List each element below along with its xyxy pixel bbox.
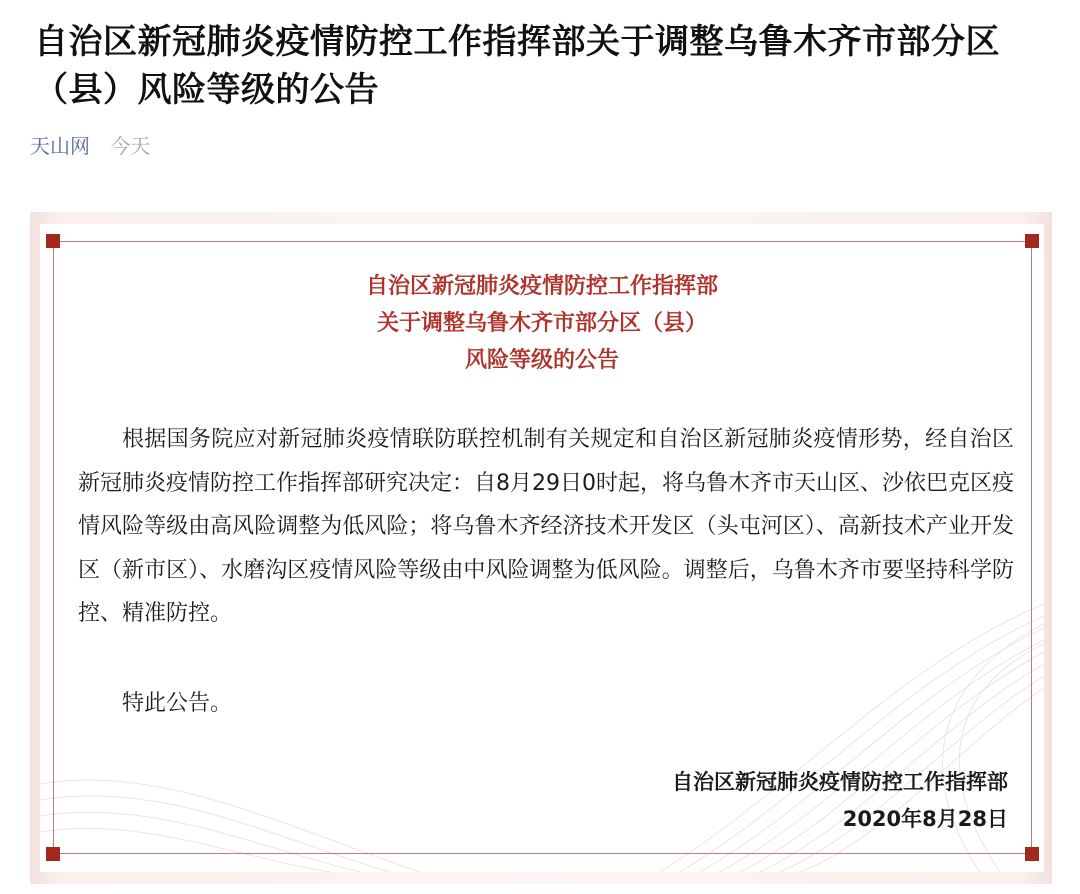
corner-ornament-top-right [1025,234,1039,248]
corner-ornament-top-left [46,234,60,248]
notice-body: 根据国务院应对新冠肺炎疫情联防联控机制有关规定和自治区新冠肺炎疫情形势，经自治区新冠肺炎疫情防控工作指挥部研究决定：自8月29日0时起，将乌鲁木齐市天山区、沙依巴克区疫情风险等级由高风险调整为低风险；将乌鲁木齐经济技术开发区（头屯河区）、高新技术产业开发区（新市区）、水磨沟区疫情风险等级由中风险调整为低风险。调整后，乌鲁木齐市要坚持科学防控、精准防控。 [78,427,1014,626]
publish-date: 今天 [110,134,151,158]
corner-ornament-bottom-left [46,847,60,861]
notice-closing: 特此公告。 [122,691,233,716]
notice-title-line: 风险等级的公告 [464,348,619,373]
article-meta [30,132,150,160]
source-link[interactable]: 天山网 [30,134,90,158]
article-title: 自治区新冠肺炎疫情防控工作指挥部关于调整乌鲁木齐市部分区（县）风险等级的公告 [34,22,1000,110]
notice-title [40,268,1044,379]
notice-signature-block [672,764,1008,838]
notice-title-line: 自治区新冠肺炎疫情防控工作指挥部 [365,274,718,299]
corner-ornament-bottom-right [1025,847,1039,861]
notice-poster [30,212,1052,884]
notice-paper [40,224,1044,872]
issue-date: 2020年8月28日 [842,807,1008,831]
notice-title-line: 关于调整乌鲁木齐市部分区（县） [376,311,707,336]
issuer-name: 自治区新冠肺炎疫情防控工作指挥部 [672,770,1008,794]
